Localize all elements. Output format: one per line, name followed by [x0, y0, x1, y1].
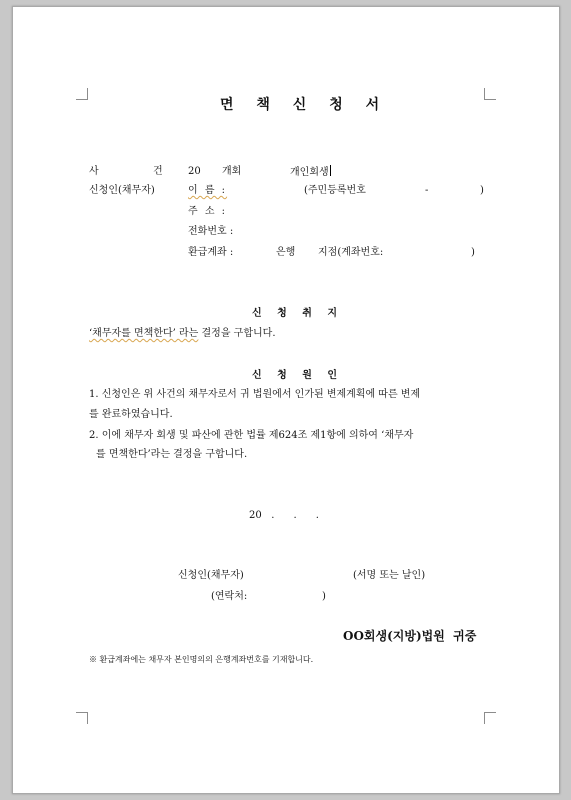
footnote: ※ 환급계좌에는 채무자 본인명의의 은행계좌번호를 기재합니다.	[89, 655, 314, 664]
case-number-suffix: 개회	[222, 166, 242, 177]
purpose-text: ‘채무자를 면책한다’ 라는 결정을 구합니다.	[89, 328, 276, 339]
branch-account-close: )	[471, 247, 475, 258]
crop-mark-bottom-left	[76, 712, 88, 724]
phone-label: 전화번호 :	[188, 226, 234, 237]
court-addressee: OO회생(지방)법원 귀중	[343, 629, 477, 643]
application-date[interactable]: 20 . . .	[249, 510, 319, 521]
crop-mark-top-right	[484, 88, 496, 100]
crop-mark-top-left	[76, 88, 88, 100]
case-year[interactable]: 20	[188, 166, 201, 177]
signature-applicant: 신청인(채무자)	[178, 570, 244, 581]
case-type[interactable]: 개인회생	[290, 167, 329, 178]
refund-account-label: 환급계좌 :	[188, 247, 234, 258]
purpose-heading: 신 청 취 지	[252, 308, 344, 319]
reason-1-line-1: 1. 신청인은 위 사건의 채무자로서 귀 법원에서 인가된 변제계획에 따른 변제	[89, 389, 421, 400]
reason-2-line-2: 를 면책한다’라는 결정을 구합니다.	[96, 449, 248, 460]
reason-1-line-2: 를 완료하였습니다.	[89, 409, 173, 420]
document-title: 면 책 신 청 서	[220, 97, 389, 113]
signature-seal: (서명 또는 날인)	[353, 570, 426, 581]
text-cursor	[330, 165, 331, 176]
branch-account-label: 지점(계좌번호:	[318, 247, 384, 258]
id-number-dash: -	[425, 185, 429, 196]
reason-2-line-1: 2. 이에 채무자 회생 및 파산에 관한 법률 제624조 제1항에 의하여 ‘채무자	[89, 430, 414, 441]
bank-label: 은행	[276, 247, 296, 258]
applicant-label: 신청인(채무자)	[89, 185, 155, 196]
crop-mark-bottom-right	[484, 712, 496, 724]
reasons-heading: 신 청 원 인	[252, 370, 344, 381]
contact-close: )	[322, 591, 326, 602]
address-label: 주 소 :	[188, 206, 228, 217]
case-label-2: 건	[153, 166, 163, 177]
contact-label: (연락처:	[211, 591, 248, 602]
id-number-label: (주민등록번호	[304, 185, 366, 196]
id-number-close: )	[480, 185, 484, 196]
name-label: 이 름 :	[188, 185, 228, 196]
case-label-1: 사	[89, 166, 99, 177]
